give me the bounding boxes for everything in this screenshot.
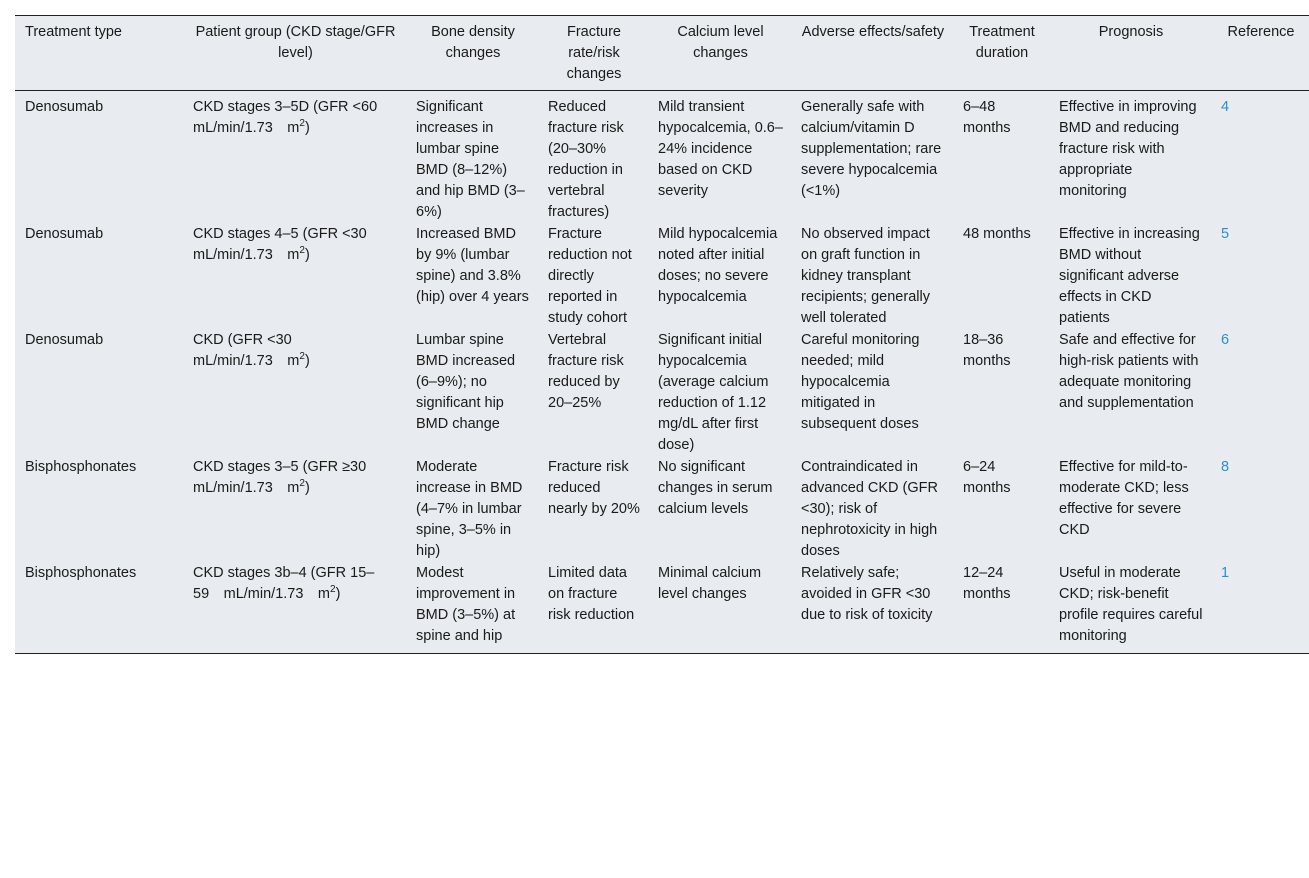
cell-patient-group bbox=[183, 91, 406, 224]
cell-reference bbox=[1211, 562, 1309, 654]
cell-patient-group bbox=[183, 329, 406, 456]
patient-group-text: CKD stages 3b–4 (GFR 15–59 mL/min/1.73 m bbox=[193, 565, 375, 602]
unit-superscript: 2 bbox=[299, 245, 305, 257]
cell-adverse: Careful monitoring needed; mild hypocalcemia mitigated in subsequent doses bbox=[801, 332, 920, 432]
cell-prognosis: Useful in moderate CKD; risk-benefit profile requires careful monitoring bbox=[1049, 562, 1211, 654]
unit-close: ) bbox=[304, 480, 310, 496]
cell-adverse: Generally safe with calcium/vitamin D supplementation; rare severe hypocalcemia (<1%) bbox=[801, 99, 942, 199]
header-bone-density: Bone density changes bbox=[406, 16, 538, 91]
cell-reference bbox=[1211, 91, 1309, 224]
cell-prognosis: Effective for mild-to-moderate CKD; less effective for severe CKD bbox=[1059, 459, 1189, 538]
unit-superscript: 2 bbox=[330, 584, 336, 596]
unit-superscript: 2 bbox=[299, 118, 305, 130]
cell-prognosis: Effective in improving BMD and reducing fracture risk with appropriate monitoring bbox=[1059, 99, 1197, 199]
unit-superscript: 2 bbox=[299, 351, 305, 363]
cell-duration: 48 months bbox=[963, 226, 1031, 242]
header-calcium: Calcium level changes bbox=[648, 16, 791, 91]
cell-patient-group bbox=[183, 456, 406, 562]
reference-link[interactable]: 8 bbox=[1221, 459, 1230, 475]
cell-calcium: Mild transient hypocalcemia, 0.6–24% incidence based on CKD severity bbox=[658, 99, 783, 199]
table-row bbox=[15, 91, 1309, 224]
cell-adverse: No observed impact on graft function in kidney transplant recipients; generally well tolerated bbox=[801, 226, 930, 326]
unit-close: ) bbox=[304, 120, 310, 136]
cell-calcium: No significant changes in serum calcium levels bbox=[658, 459, 773, 517]
unit-close: ) bbox=[304, 353, 310, 369]
cell-treatment: Denosumab bbox=[25, 332, 104, 348]
table-row bbox=[15, 456, 1309, 562]
cell-treatment: Denosumab bbox=[25, 99, 104, 115]
cell-treatment: Bisphosphonates bbox=[25, 459, 137, 475]
cell-fracture: Vertebral fracture risk reduced by 20–25% bbox=[548, 332, 624, 411]
patient-group-text: CKD stages 3–5 (GFR ≥30 mL/min/1.73 m bbox=[193, 459, 381, 496]
cell-patient-group bbox=[183, 223, 406, 329]
header-treatment-type: Treatment type bbox=[15, 16, 183, 91]
cell-adverse: Relatively safe; avoided in GFR <30 due to risk of toxicity bbox=[791, 562, 953, 654]
cell-calcium: Mild hypocalcemia noted after initial doses; no severe hypocalcemia bbox=[658, 226, 778, 305]
cell-fracture: Fracture reduction not directly reported in study cohort bbox=[548, 226, 632, 326]
header-prognosis: Prognosis bbox=[1049, 16, 1211, 91]
cell-duration: 6–48 months bbox=[963, 99, 1011, 136]
header-reference: Reference bbox=[1211, 16, 1309, 91]
unit-close: ) bbox=[304, 247, 310, 263]
cell-fracture: Limited data on fracture risk reduction bbox=[538, 562, 648, 654]
cell-bone-density: Moderate increase in BMD (4–7% in lumbar spine, 3–5% in hip) bbox=[416, 459, 523, 559]
patient-group-text: CKD stages 4–5 (GFR <30 mL/min/1.73 m bbox=[193, 226, 382, 263]
cell-calcium: Significant initial hypocalcemia (average calcium reduction of 1.12 mg/dL after first dose) bbox=[658, 332, 781, 453]
table-row bbox=[15, 562, 1309, 654]
cell-patient-group bbox=[183, 562, 406, 654]
cell-fracture: Reduced fracture risk (20–30% reduction in vertebral fractures) bbox=[548, 99, 624, 220]
table-row bbox=[15, 223, 1309, 329]
ckd-treatment-table bbox=[15, 15, 1309, 654]
patient-group-text: CKD (GFR <30 mL/min/1.73 m bbox=[193, 332, 307, 369]
reference-link[interactable]: 5 bbox=[1221, 226, 1230, 242]
header-patient-group: Patient group (CKD stage/GFR level) bbox=[183, 16, 406, 91]
cell-fracture: Fracture risk reduced nearly by 20% bbox=[548, 459, 640, 517]
reference-link[interactable]: 4 bbox=[1221, 99, 1230, 115]
reference-link[interactable]: 6 bbox=[1221, 332, 1230, 348]
cell-adverse: Contraindicated in advanced CKD (GFR <30); risk of nephrotoxicity in high doses bbox=[801, 459, 938, 559]
table-row bbox=[15, 329, 1309, 456]
cell-calcium: Minimal calcium level changes bbox=[648, 562, 791, 654]
cell-bone-density: Modest improvement in BMD (3–5%) at spine and hip bbox=[406, 562, 538, 654]
cell-bone-density: Lumbar spine BMD increased (6–9%); no significant hip BMD change bbox=[416, 332, 516, 432]
header-row bbox=[15, 16, 1309, 91]
header-duration: Treatment duration bbox=[953, 16, 1049, 91]
table-wrapper bbox=[15, 15, 1309, 654]
patient-group-text: CKD stages 3–5D (GFR <60 mL/min/1.73 m bbox=[193, 99, 392, 136]
unit-superscript: 2 bbox=[299, 478, 305, 490]
cell-prognosis: Effective in increasing BMD without significant adverse effects in CKD patients bbox=[1059, 226, 1200, 326]
cell-prognosis: Safe and effective for high-risk patients with adequate monitoring and supplementation bbox=[1059, 332, 1199, 411]
unit-close: ) bbox=[335, 586, 341, 602]
cell-treatment: Bisphosphonates bbox=[15, 562, 183, 654]
cell-duration: 6–24 months bbox=[963, 459, 1011, 496]
cell-treatment: Denosumab bbox=[25, 226, 104, 242]
cell-reference bbox=[1211, 223, 1309, 329]
cell-bone-density: Significant increases in lumbar spine BMD (8–12%) and hip BMD (3–6%) bbox=[416, 99, 525, 220]
header-adverse: Adverse effects/safety bbox=[791, 16, 953, 91]
reference-link[interactable]: 1 bbox=[1221, 565, 1230, 581]
cell-bone-density: Increased BMD by 9% (lumbar spine) and 3.8% (hip) over 4 years bbox=[416, 226, 529, 305]
cell-duration: 18–36 months bbox=[963, 332, 1011, 369]
cell-reference bbox=[1211, 329, 1309, 456]
header-fracture: Fracture rate/risk changes bbox=[538, 16, 648, 91]
cell-duration: 12–24 months bbox=[953, 562, 1049, 654]
cell-reference bbox=[1211, 456, 1309, 562]
